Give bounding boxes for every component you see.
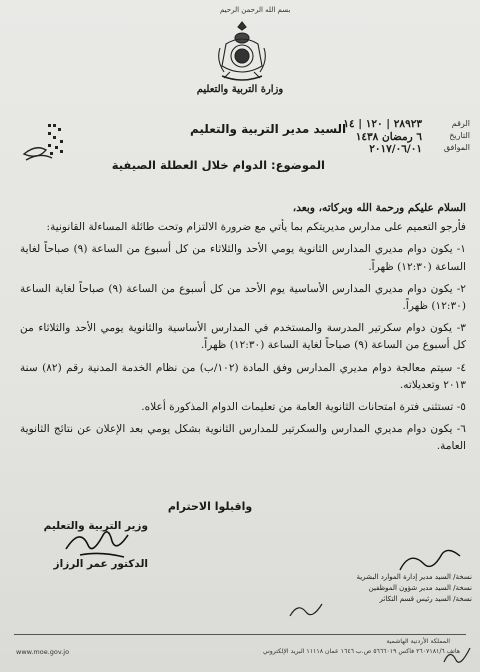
signatory-name: الدكتور عمر الرزاز <box>53 558 148 570</box>
reference-labels <box>424 118 470 154</box>
greeting: السلام عليكم ورحمة الله وبركاته، وبعد، <box>292 202 466 214</box>
list-item: ٣- يكون دوام سكرتير المدرسة والمستخدم في المدارس الأساسية والثانوية يومي الأحد والثلاثاء من كل أسبوع من الساعة (٩) صباحاً لغاية الساعة (١٢:٣٠) ظهراً. <box>20 322 466 352</box>
footer-contact: هاتف ٢٦٠٧١٨١/٦ فاكس ٥٦٦٦٠١٩ ص.ب ١٦٤٦ عمان ١١١١٨ البريد الإلكتروني <box>262 648 460 655</box>
copy-recipient: نسخة/ السيد مدير إدارة الموارد البشرية <box>356 573 472 581</box>
jordan-crest-icon <box>212 18 272 82</box>
list-item: ٦- يكون دوام مديري المدارس والسكرتير للمدارس الثانوية بشكل يومي بعد الإعلان عن نتائج الثانوية العامة. <box>20 423 466 453</box>
intro-paragraph: فأرجو التعميم على مدارس مديريتكم بما يأتي مع ضرورة الالتزام وتحت طائلة المساءلة القانونية: <box>46 221 466 234</box>
letter-body <box>20 200 466 461</box>
list-item: ٤- سيتم معالجة دوام مديري المدارس وفق المادة (١٠٢/ب) من نظام الخدمة المدنية رقم (٨٢) سنة ٢٠١٣ وتعديلاته. <box>20 361 467 391</box>
ref-number-value: ٢٨٩٢٣ | ١٢٠ | ١٤ <box>343 118 422 130</box>
ministry-name: وزارة التربية والتعليم <box>196 84 284 95</box>
ref-gregorian-date-value: ٢٠١٧/٠٦/٠١ <box>369 143 422 155</box>
closing-phrase: واقبلوا الاحترام <box>167 500 253 513</box>
copy-recipient: نسخة/ السيد رئيس قسم التكاثر <box>379 595 472 603</box>
subject-line: الموضوع: الدوام خلال العطلة الصيفية <box>111 158 325 172</box>
footer-website: www.moe.gov.jo <box>16 648 70 656</box>
footer-divider <box>14 634 466 635</box>
ref-date-label: التاريخ <box>449 131 470 140</box>
ref-number-label: الرقم <box>451 119 470 128</box>
addressee: السيد مدير التربية والتعليم <box>190 122 347 136</box>
footer-country: المملكة الأردنية الهاشمية <box>386 638 450 645</box>
list-item: ٢- يكون دوام مديري المدارس الأساسية يوم الأحد من كل أسبوع من الساعة (٩) صباحاً لغاية الساعة (١٢:٣٠) ظهراً. <box>20 282 466 313</box>
ref-hijri-date-value: ٦ رمضان ١٤٣٨ <box>355 130 422 143</box>
stamp-mark <box>286 598 326 622</box>
signatory-title: وزير التربية والتعليم <box>43 520 148 532</box>
footer-handwriting <box>440 640 476 670</box>
list-item: ٥- تستثنى فترة امتحانات الثانوية العامة من تعليمات الدوام المذكورة أعلاه. <box>141 401 466 414</box>
basmala-text: بسم الله الرحمن الرحيم <box>220 6 291 14</box>
ref-corresponding-label: الموافق <box>443 143 470 152</box>
ministry-logo-icon <box>22 118 72 166</box>
copy-recipient: نسخة/ السيد مدير شؤون الموظفين <box>368 584 472 592</box>
list-item: ١- يكون دوام مديري المدارس الثانوية يومي الأحد والثلاثاء من كل أسبوع من الساعة (٩) صباحاً لغاية الساعة (١٢:٣٠) ظهراً. <box>20 243 466 273</box>
